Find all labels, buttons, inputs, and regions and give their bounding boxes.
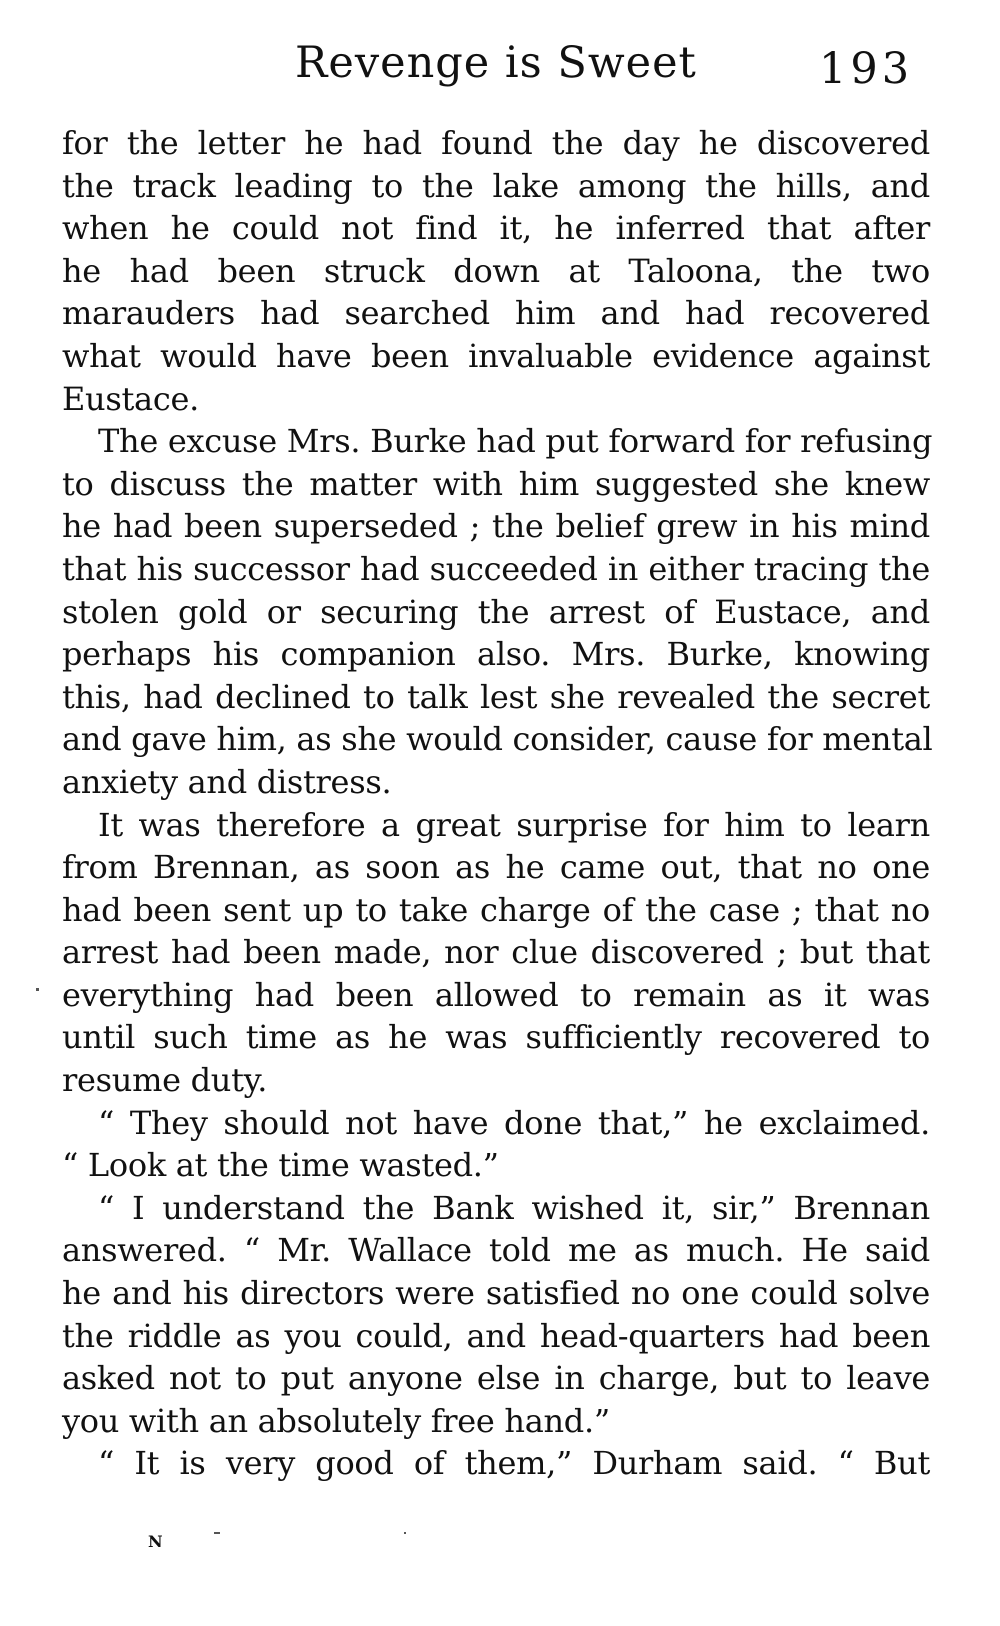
- text-line: arrest had been made, nor clue discovered ; but that: [62, 933, 930, 972]
- text-line: had been sent up to take charge of the case ; that no: [62, 890, 930, 929]
- text-line: for the letter he had found the day he discovered: [62, 124, 930, 162]
- text-line: the track leading to the lake among the hills, and: [62, 166, 930, 205]
- text-line: what would have been invaluable evidence against: [62, 336, 930, 375]
- text-line: answered. “ Mr. Wallace told me as much. He said: [62, 1231, 930, 1270]
- running-head: [0, 38, 1000, 98]
- text-line: “ They should not have done that,” he exclaimed.: [98, 1103, 930, 1142]
- text-line: asked not to put anyone else in charge, but to leave: [62, 1359, 930, 1398]
- paragraph-1: [62, 122, 930, 420]
- paragraph-4: [62, 1102, 930, 1187]
- text-line: he had been superseded ; the belief grew in his mind: [62, 507, 930, 546]
- text-line: the riddle as you could, and head-quarters had been: [62, 1316, 930, 1355]
- text-line: you with an absolutely free hand.”: [62, 1401, 610, 1440]
- print-speck: [214, 1532, 220, 1534]
- text-line: marauders had searched him and had recovered: [62, 294, 930, 333]
- text-line: from Brennan, as soon as he came out, that no one: [62, 848, 930, 887]
- paragraph-6: [62, 1442, 930, 1485]
- print-speck: [404, 1532, 406, 1534]
- text-line: “ It is very good of them,” Durham said. “ But: [98, 1444, 930, 1483]
- text-line: stolen gold or securing the arrest of Eustace, and: [62, 592, 930, 631]
- text-line: when he could not find it, he inferred that after: [62, 209, 930, 248]
- text-line: he and his directors were satisfied no one could solve: [62, 1274, 930, 1313]
- text-line: “ Look at the time wasted.”: [62, 1146, 499, 1185]
- text-line: until such time as he was sufficiently recovered to: [62, 1018, 930, 1057]
- page-number: 193: [819, 44, 914, 94]
- print-speck: [36, 988, 39, 991]
- text-line: and gave him, as she would consider, cause for mental: [62, 720, 933, 759]
- text-line: this, had declined to talk lest she revealed the secret: [62, 677, 930, 716]
- text-line: It was therefore a great surprise for him to learn: [98, 805, 930, 844]
- text-line: anxiety and distress.: [62, 762, 392, 801]
- text-line: everything had been allowed to remain as it was: [62, 975, 930, 1014]
- paragraph-5: [62, 1187, 930, 1443]
- text-line: “ I understand the Bank wished it, sir,” Brennan: [98, 1188, 930, 1227]
- signature-mark: N: [148, 1532, 164, 1551]
- text-line: perhaps his companion also. Mrs. Burke, knowing: [62, 635, 930, 674]
- text-line: he had been struck down at Taloona, the two: [62, 251, 930, 290]
- running-title: Revenge is Sweet: [295, 38, 697, 88]
- text-line: Eustace.: [62, 379, 199, 418]
- paragraph-3: [62, 804, 930, 1102]
- text-line: The excuse Mrs. Burke had put forward for refusing: [98, 422, 933, 461]
- paragraph-2: [62, 420, 933, 803]
- text-line: to discuss the matter with him suggested she knew: [62, 464, 930, 503]
- text-line: resume duty.: [62, 1061, 268, 1100]
- text-line: that his successor had succeeded in either tracing the: [62, 549, 930, 588]
- body-text: [62, 122, 933, 1485]
